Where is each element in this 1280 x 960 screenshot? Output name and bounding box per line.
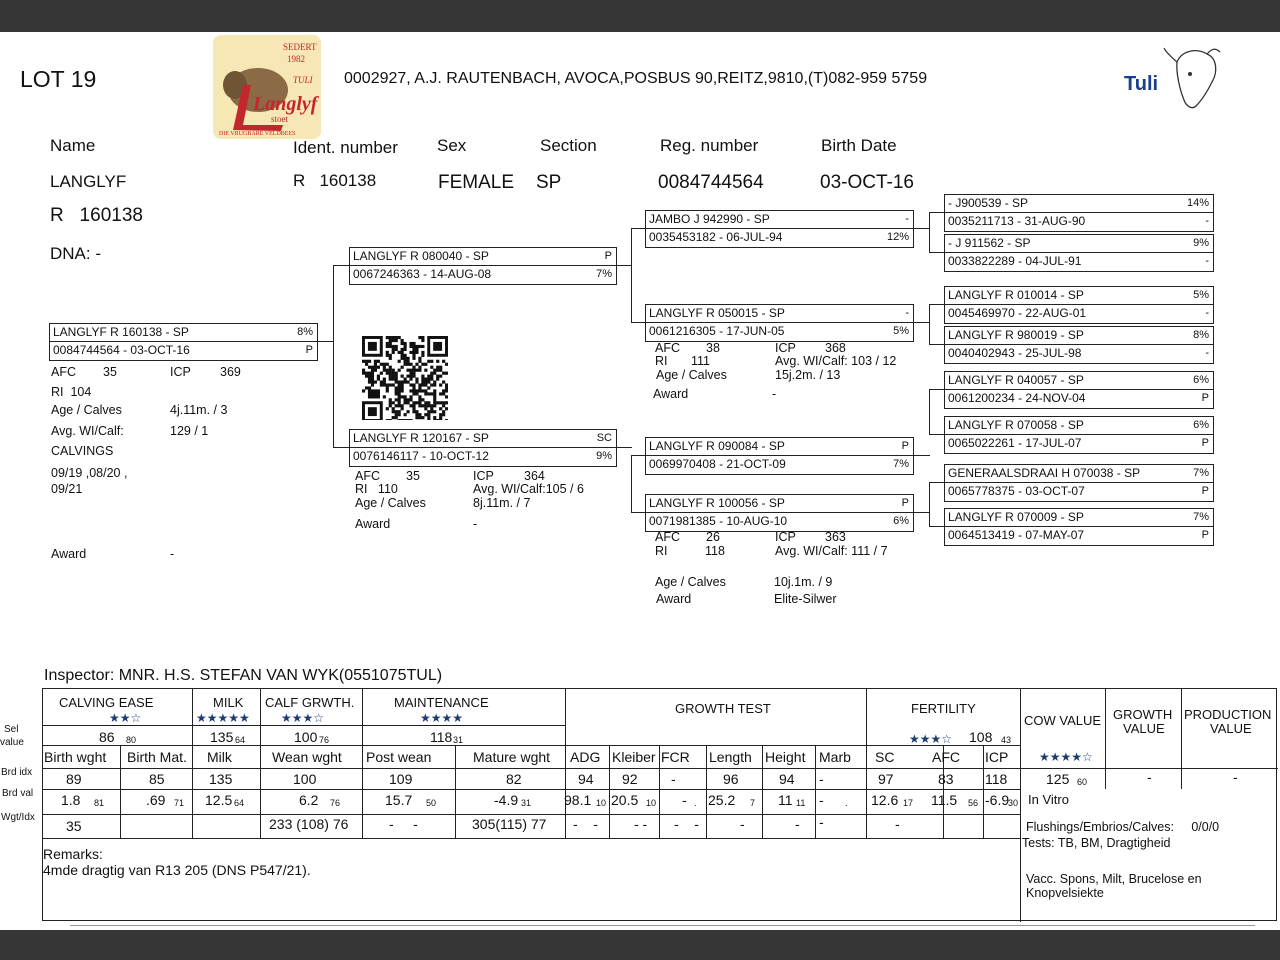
col-birth-mat: Birth Mat. xyxy=(127,749,187,765)
gp-sd-ri: 111 xyxy=(691,354,711,368)
idx-birth-wght: 89 xyxy=(66,771,82,787)
ggp-8-pct: 7% xyxy=(1193,511,1209,523)
dam-icp-label: ICP xyxy=(473,469,494,483)
gp-ds-reg: 0069970408 - 21-OCT-09 xyxy=(649,457,786,471)
dam-afc: 35 xyxy=(406,469,420,483)
gp-sd-afc: 38 xyxy=(706,341,720,355)
val-height-sub: 11 xyxy=(796,798,806,808)
gp-sd-age: 15j.2m. / 13 xyxy=(775,368,841,382)
milk-stars: ★★★★★ xyxy=(196,711,250,725)
calving-sel-sub: 80 xyxy=(126,735,137,745)
subject-calvings-1: 09/19 ,08/20 , xyxy=(51,466,128,480)
gp-ss-flag: - xyxy=(905,213,909,225)
animal-section: SP xyxy=(536,172,562,193)
val-marb: - xyxy=(819,792,824,808)
col-fcr: FCR xyxy=(661,749,690,765)
footer-rule xyxy=(70,925,1255,926)
hdr-calving: CALVING EASE xyxy=(59,695,154,710)
gp-ds-flag: P xyxy=(901,440,909,452)
ggp-6-pct: 6% xyxy=(1193,419,1209,431)
ggp-8-reg: 0064513419 - 07-MAY-07 xyxy=(948,528,1085,542)
milk-sel-sub: 64 xyxy=(235,735,246,745)
val-length: 25.2 xyxy=(708,792,736,808)
col-adg: ADG xyxy=(570,749,601,765)
col-post-wean: Post wean xyxy=(366,749,432,765)
ggp-4-pct: 8% xyxy=(1193,329,1209,341)
ggp-7-id: GENERAALSDRAAI H 070038 - SP xyxy=(948,466,1141,480)
breeder-logo xyxy=(213,35,321,139)
hdr-maintenance: MAINTENANCE xyxy=(394,695,489,710)
sire-reg: 0067246363 - 14-AUG-08 xyxy=(353,267,492,281)
gp-dd-ri-label: RI xyxy=(655,544,668,558)
ggp-4-reg: 0040402943 - 25-JUL-98 xyxy=(948,346,1082,360)
gp-sire-sire-box xyxy=(645,210,914,248)
label-sex: Sex xyxy=(437,136,467,155)
dam-id: LANGLYF R 120167 - SP xyxy=(353,431,489,445)
gp-sire-dam-box xyxy=(645,304,914,342)
idx-length: 96 xyxy=(723,771,739,787)
ggp-6-flag: P xyxy=(1201,437,1209,449)
ggp-2-flag: - xyxy=(1205,255,1209,267)
cow-value-sub: 60 xyxy=(1077,777,1088,787)
col-marb: Marb xyxy=(819,749,851,765)
dam-award-label: Award xyxy=(355,517,391,531)
subject-icp: 369 xyxy=(220,365,241,379)
gp-sd-id: LANGLYF R 050015 - SP xyxy=(649,306,785,320)
subject-icp-label: ICP xyxy=(170,365,191,379)
dam-pct: 9% xyxy=(596,450,612,462)
label-reg: Reg. number xyxy=(660,136,759,155)
gp-ss-reg: 0035453182 - 06-JUL-94 xyxy=(649,230,783,244)
col-sc: SC xyxy=(875,749,895,765)
ggp-1-pct: 14% xyxy=(1186,197,1209,209)
ggp-box-8 xyxy=(944,508,1214,546)
calf-stars: ★★★☆ xyxy=(281,711,325,725)
qr-code xyxy=(362,336,448,420)
label-ident: Ident. number xyxy=(293,138,398,157)
subject-flag: P xyxy=(305,344,313,356)
gp-dd-award: Elite-Silwer xyxy=(774,592,837,606)
idx-adg: 94 xyxy=(578,771,594,787)
hdr-cow-value: COW VALUE xyxy=(1024,713,1102,728)
hdr-growth-value-2: VALUE xyxy=(1123,721,1165,736)
gp-sd-icp-label: ICP xyxy=(775,341,796,355)
wgt-mature-wght: 305(115) 77 xyxy=(472,816,547,832)
ggp-6-id: LANGLYF R 070058 - SP xyxy=(948,418,1084,432)
ggp-1-id: - J900539 - SP xyxy=(948,196,1029,210)
val-fcr-sub: . xyxy=(694,798,697,808)
sire-box xyxy=(349,247,617,285)
val-afc: 11.5 xyxy=(931,792,958,808)
idx-milk: 135 xyxy=(209,771,233,787)
ggp-2-id: - J 911562 - SP xyxy=(948,236,1031,250)
ggp-3-pct: 5% xyxy=(1193,289,1209,301)
gp-dd-age: 10j.1m. / 9 xyxy=(774,575,833,589)
ggp-box-1 xyxy=(944,194,1214,232)
gp-dd-icp: 363 xyxy=(825,530,846,544)
dam-flag: SC xyxy=(596,432,612,444)
subject-age: 4j.11m. / 3 xyxy=(170,403,228,417)
gp-dd-wi: Avg. WI/Calf: 111 / 7 xyxy=(775,544,888,558)
flushings: Flushings/Embrios/Calves: 0/0/0 xyxy=(1026,820,1220,834)
cow-value: 125 xyxy=(1046,771,1070,787)
side-value: value xyxy=(0,737,24,748)
ggp-8-id: LANGLYF R 070009 - SP xyxy=(948,510,1084,524)
val-milk: 12.5 xyxy=(205,792,233,808)
tuli-brand-logo xyxy=(1122,44,1222,116)
sire-id: LANGLYF R 080040 - SP xyxy=(353,249,489,263)
subject-ri: RI 104 xyxy=(51,385,92,399)
wgt-wean-wght: 233 (108) 76 xyxy=(269,816,349,832)
tests: Tests: TB, BM, Dragtigheid xyxy=(1022,836,1171,850)
ggp-3-id: LANGLYF R 010014 - SP xyxy=(948,288,1084,302)
fert-stars: ★★★☆ xyxy=(909,732,953,746)
val-birth-mat-sub: 71 xyxy=(174,798,185,808)
dna-status: DNA: - xyxy=(50,244,101,263)
wgt-length: - xyxy=(740,816,745,832)
subject-calvings-2: 09/21 xyxy=(51,482,83,496)
ggp-4-id: LANGLYF R 980019 - SP xyxy=(948,328,1084,342)
subject-wi: 129 / 1 xyxy=(170,424,209,438)
sire-flag: P xyxy=(604,250,612,262)
logo-year: 1982 xyxy=(287,54,305,64)
ebv-table xyxy=(42,688,1277,921)
col-wean-wght: Wean wght xyxy=(272,749,342,765)
subject-reg: 0084744564 - 03-OCT-16 xyxy=(53,343,190,357)
idx-wean-wght: 100 xyxy=(293,771,317,787)
val-marb-sub: . xyxy=(845,798,848,808)
logo-sedert: SEDERT xyxy=(283,42,317,52)
owner-info: 0002927, A.J. RAUTENBACH, AVOCA,POSBUS 90,REITZ,9810,(T)082-959 5759 xyxy=(344,70,928,87)
val-adg: 98.1 xyxy=(564,792,592,808)
val-wean-wght-sub: 76 xyxy=(330,798,341,808)
lot-number: LOT 19 xyxy=(20,66,97,92)
side-brd-val: Brd val xyxy=(2,788,34,799)
ggp-5-reg: 0061200234 - 24-NOV-04 xyxy=(948,391,1086,405)
col-mature-wght: Mature wght xyxy=(473,749,551,765)
logo-stoet: stoet xyxy=(271,114,288,124)
ggp-8-flag: P xyxy=(1201,529,1209,541)
subject-afc-label: AFC xyxy=(51,365,76,379)
val-birth-wght-sub: 81 xyxy=(94,798,105,808)
ggp-1-flag: - xyxy=(1205,215,1209,227)
ggp-2-pct: 9% xyxy=(1193,237,1209,249)
remarks-text: 4mde dragtig van R13 205 (DNS P547/21). xyxy=(43,862,311,878)
gp-sd-wi: Avg. WI/Calf: 103 / 12 xyxy=(775,354,897,368)
gp-dd-afc-label: AFC xyxy=(655,530,680,544)
ggp-box-5 xyxy=(944,371,1214,409)
bottom-bar xyxy=(0,930,1280,960)
inspector: Inspector: MNR. H.S. STEFAN VAN WYK(0551075TUL) xyxy=(44,667,443,684)
val-mature-wght-sub: 31 xyxy=(521,798,532,808)
vacc-1: Vacc. Spons, Milt, Brucelose en xyxy=(1026,872,1202,886)
dam-award: - xyxy=(473,517,478,531)
gp-dam-dam-box xyxy=(645,494,914,532)
gp-sd-pct: 5% xyxy=(893,325,909,337)
ggp-7-reg: 0065778375 - 03-OCT-07 xyxy=(948,484,1085,498)
hdr-fertility: FERTILITY xyxy=(911,701,976,716)
cow-stars: ★★★★☆ xyxy=(1039,750,1093,764)
val-afc-sub: 56 xyxy=(968,798,979,808)
production-value: - xyxy=(1233,769,1238,785)
dam-icp: 364 xyxy=(524,469,545,483)
logo-tuli: TULI xyxy=(293,75,313,85)
brand-text: Tuli xyxy=(1124,73,1159,95)
maint-sel: 118 xyxy=(430,729,453,745)
logo-motto: DIE VRUGBARE VELDBEES xyxy=(219,131,296,137)
col-kleiber: Kleiber xyxy=(612,749,656,765)
subject-award-label: Award xyxy=(51,547,87,561)
idx-kleiber: 92 xyxy=(622,771,638,787)
idx-sc: 97 xyxy=(878,771,894,787)
ggp-3-flag: - xyxy=(1205,307,1209,319)
val-length-sub: 7 xyxy=(750,798,756,808)
gp-sd-icp: 368 xyxy=(825,341,846,355)
ggp-box-3 xyxy=(944,286,1214,324)
ggp-5-flag: P xyxy=(1201,392,1209,404)
calf-sel: 100 xyxy=(294,729,318,745)
idx-afc: 83 xyxy=(938,771,954,787)
logo-name: Langlyf xyxy=(253,93,318,115)
idx-fcr: - xyxy=(671,771,676,787)
hdr-growth-value-1: GROWTH xyxy=(1113,707,1173,722)
wgt-birth-wght: 35 xyxy=(66,818,82,834)
side-wgt-idx: Wgt/Idx xyxy=(1,812,35,823)
animal-ident: R 160138 xyxy=(293,171,377,190)
top-bar xyxy=(0,0,1280,32)
val-kleiber-sub: 10 xyxy=(646,798,657,808)
ggp-box-2 xyxy=(944,234,1214,272)
subject-box xyxy=(49,323,318,361)
val-icp: -6.9 xyxy=(985,792,1010,808)
gp-ss-pct: 12% xyxy=(886,231,909,243)
animal-sex: FEMALE xyxy=(438,172,515,193)
val-icp-sub: 30 xyxy=(1008,798,1019,808)
gp-dd-flag: P xyxy=(901,497,909,509)
fert-sel-sub: 43 xyxy=(1001,735,1012,745)
gp-dd-afc: 26 xyxy=(706,530,720,544)
hdr-milk: MILK xyxy=(213,695,244,710)
col-icp: ICP xyxy=(985,749,1009,765)
ggp-5-pct: 6% xyxy=(1193,374,1209,386)
wgt-post-wean: - - xyxy=(389,816,418,832)
val-birth-wght: 1.8 xyxy=(61,792,81,808)
subject-wi-label: Avg. WI/Calf: xyxy=(51,424,124,438)
idx-height: 94 xyxy=(779,771,795,787)
idx-mature-wght: 82 xyxy=(506,771,522,787)
gp-dd-id: LANGLYF R 100056 - SP xyxy=(649,496,785,510)
gp-dd-pct: 6% xyxy=(893,515,909,527)
val-height: 11 xyxy=(778,792,793,808)
milk-sel: 135 xyxy=(210,729,234,745)
gp-dd-age-label: Age / Calves xyxy=(655,575,726,589)
val-fcr: - xyxy=(682,792,687,808)
gp-sd-award-label: Award xyxy=(653,387,689,401)
gp-sd-reg: 0061216305 - 17-JUN-05 xyxy=(649,324,785,338)
wgt-sc: - xyxy=(895,816,900,832)
label-name: Name xyxy=(50,136,96,155)
dam-age: 8j.11m. / 7 xyxy=(473,496,531,510)
val-post-wean-sub: 50 xyxy=(426,798,437,808)
label-section: Section xyxy=(540,136,597,155)
calf-sel-sub: 76 xyxy=(319,735,330,745)
idx-post-wean: 109 xyxy=(389,771,413,787)
animal-reg: 0084744564 xyxy=(658,172,764,193)
val-milk-sub: 64 xyxy=(234,798,245,808)
wgt-fcr: - - xyxy=(674,816,699,832)
calving-stars: ★★☆ xyxy=(109,711,142,725)
gp-dd-reg: 0071981385 - 10-AUG-10 xyxy=(649,514,788,528)
animal-birth: 03-OCT-16 xyxy=(820,172,914,193)
calving-sel: 86 xyxy=(99,729,115,745)
hdr-production-value-2: VALUE xyxy=(1210,721,1252,736)
animal-name: LANGLYF xyxy=(50,172,127,191)
subject-age-label: Age / Calves xyxy=(51,403,122,417)
hdr-calf-growth: CALF GRWTH. xyxy=(265,695,355,710)
ggp-2-reg: 0033822289 - 04-JUL-91 xyxy=(948,254,1082,268)
val-birth-mat: .69 xyxy=(146,792,166,808)
subject-id: LANGLYF R 160138 - SP xyxy=(53,325,189,339)
ggp-6-reg: 0065022261 - 17-JUL-07 xyxy=(948,436,1082,450)
ggp-3-reg: 0045469970 - 22-AUG-01 xyxy=(948,306,1087,320)
wgt-marb: - xyxy=(819,814,824,830)
ggp-4-flag: - xyxy=(1205,347,1209,359)
side-brd-idx: Brd idx xyxy=(1,767,33,778)
gp-sd-flag: - xyxy=(905,307,909,319)
dam-age-label: Age / Calves xyxy=(355,496,426,510)
dam-box xyxy=(349,429,617,467)
in-vitro: In Vitro xyxy=(1028,792,1069,807)
val-wean-wght: 6.2 xyxy=(299,792,319,808)
remarks-label: Remarks: xyxy=(43,846,103,862)
val-adg-sub: 10 xyxy=(596,798,607,808)
subject-award: - xyxy=(170,547,175,561)
subject-afc: 35 xyxy=(103,365,117,379)
ggp-7-pct: 7% xyxy=(1193,467,1209,479)
gp-dd-award-label: Award xyxy=(656,592,692,606)
wgt-height: - xyxy=(795,816,800,832)
ggp-7-flag: P xyxy=(1201,485,1209,497)
val-mature-wght: -4.9 xyxy=(494,792,519,808)
gp-sd-award: - xyxy=(772,387,777,401)
subject-calvings-label: CALVINGS xyxy=(51,444,114,458)
vacc-2: Knopvelsiekte xyxy=(1026,886,1104,900)
gp-sd-age-label: Age / Calves xyxy=(656,368,727,382)
idx-icp: 118 xyxy=(985,771,1008,787)
idx-marb: - xyxy=(819,771,824,787)
col-afc: AFC xyxy=(932,749,960,765)
ggp-5-id: LANGLYF R 040057 - SP xyxy=(948,373,1084,387)
gp-dam-sire-box xyxy=(645,437,914,475)
gp-ss-id: JAMBO J 942990 - SP xyxy=(649,212,770,226)
maint-stars: ★★★★ xyxy=(420,711,464,725)
side-sel: Sel xyxy=(4,724,19,735)
col-length: Length xyxy=(709,749,752,765)
ggp-box-4 xyxy=(944,326,1214,364)
ggp-1-reg: 0035211713 - 31-AUG-90 xyxy=(948,214,1086,228)
subject-pct: 8% xyxy=(297,326,313,338)
dam-ri: RI 110 xyxy=(355,482,398,496)
hdr-production-value-1: PRODUCTION xyxy=(1184,707,1272,722)
ggp-box-7 xyxy=(944,464,1214,502)
wgt-kleiber: - - xyxy=(634,816,648,832)
gp-dd-ri: 118 xyxy=(705,544,725,558)
ggp-box-6 xyxy=(944,416,1214,454)
val-kleiber: 20.5 xyxy=(611,792,639,808)
val-sc-sub: 17 xyxy=(903,798,914,808)
val-sc: 12.6 xyxy=(871,792,899,808)
col-height: Height xyxy=(765,749,806,765)
gp-ds-id: LANGLYF R 090084 - SP xyxy=(649,439,785,453)
gp-ds-pct: 7% xyxy=(893,458,909,470)
maint-sel-sub: 31 xyxy=(453,735,464,745)
dam-reg: 0076146117 - 10-OCT-12 xyxy=(353,449,489,463)
sire-pct: 7% xyxy=(596,268,612,280)
col-milk: Milk xyxy=(207,749,232,765)
growth-value: - xyxy=(1147,769,1152,785)
wgt-adg: - - xyxy=(573,816,598,832)
idx-birth-mat: 85 xyxy=(149,771,165,787)
hdr-growth-test: GROWTH TEST xyxy=(675,701,771,716)
gp-sd-afc-label: AFC xyxy=(655,341,680,355)
gp-sd-ri-label: RI xyxy=(655,354,668,368)
gp-dd-icp-label: ICP xyxy=(775,530,796,544)
fert-sel: 108 xyxy=(969,729,993,745)
val-post-wean: 15.7 xyxy=(385,792,413,808)
label-birth: Birth Date xyxy=(821,136,897,155)
dam-wi: Avg. WI/Calf:105 / 6 xyxy=(473,482,584,496)
animal-ident-large: R 160138 xyxy=(50,205,143,226)
dam-afc-label: AFC xyxy=(355,469,380,483)
col-birth-wght: Birth wght xyxy=(44,749,107,765)
